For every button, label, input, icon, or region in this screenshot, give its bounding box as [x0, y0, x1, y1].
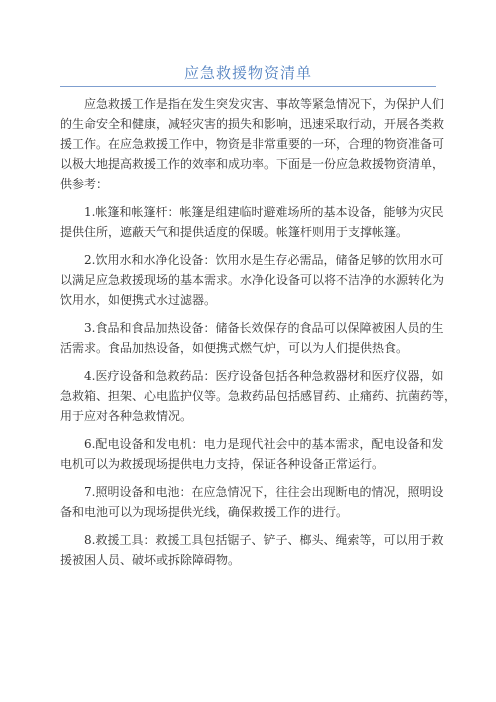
text-line: 2.饮用水和水净化设备：饮用水是生存必需品，储备足够的饮用水可 — [84, 253, 444, 267]
text-line: 供参考： — [60, 177, 109, 191]
text-line: 援被困人员、破坏或拆除障碍物。 — [60, 553, 241, 567]
text-line: 饮用水，如便携式水过滤器。 — [60, 293, 217, 307]
list-item-tools — [60, 530, 444, 570]
text-line: 援工作。在应急救援工作中，物资是非常重要的一环，合理的物资准备可 — [60, 137, 445, 151]
text-line: 活需求。食品加热设备，如便携式燃气炉，可以为人们提供热食。 — [60, 341, 409, 355]
list-item-lighting — [60, 482, 444, 522]
text-line: 以极大地提高救援工作的效率和成功率。下面是一份应急救援物资清单， — [60, 157, 445, 171]
list-item-medical — [60, 366, 457, 426]
text-line: 用于应对各种急救情况。 — [60, 409, 193, 423]
text-line: 急救箱、担架、心电监护仪等。急救药品包括感冒药、止痛药、抗菌药等， — [60, 389, 457, 403]
list-item-power — [60, 434, 444, 474]
text-line: 3.食品和食品加热设备：储备长效保存的食品可以保障被困人员的生 — [84, 321, 444, 335]
text-line: 应急救援工作是指在发生突发灾害、事故等紧急情况下，为保护人们 — [84, 97, 445, 111]
text-line: 6.配电设备和发电机：电力是现代社会中的基本需求，配电设备和发 — [84, 437, 444, 451]
title-underline — [60, 86, 436, 87]
list-item-food — [60, 318, 444, 358]
text-line: 提供住所，遮蔽天气和提供适度的保暖。帐篷杆则用于支撑帐篷。 — [60, 225, 409, 239]
intro-paragraph — [60, 94, 445, 194]
text-line: 8.救援工具：救援工具包括锯子、铲子、榔头、绳索等，可以用于救 — [84, 533, 444, 547]
text-line: 7.照明设备和电池：在应急情况下，往往会出现断电的情况，照明设 — [84, 485, 444, 499]
text-line: 电机可以为救援现场提供电力支持，保证各种设备正常运行。 — [60, 457, 385, 471]
text-line: 备和电池可以为现场提供光线，确保救援工作的进行。 — [60, 505, 349, 519]
list-item-tents — [60, 202, 444, 242]
document-body — [60, 94, 457, 578]
list-item-water — [60, 250, 445, 310]
document-title: 应急救援物资清单 — [183, 64, 312, 82]
text-line: 4.医疗设备和急救药品：医疗设备包括各种急救器材和医疗仪器，如 — [84, 369, 444, 383]
text-line: 以满足应急救援现场的基本需求。水净化设备可以将不洁净的水源转化为 — [60, 273, 445, 287]
text-line: 的生命安全和健康，减轻灾害的损失和影响，迅速采取行动，开展各类救 — [60, 117, 445, 131]
text-line: 1.帐篷和帐篷杆：帐篷是组建临时避难场所的基本设备，能够为灾民 — [84, 205, 444, 219]
